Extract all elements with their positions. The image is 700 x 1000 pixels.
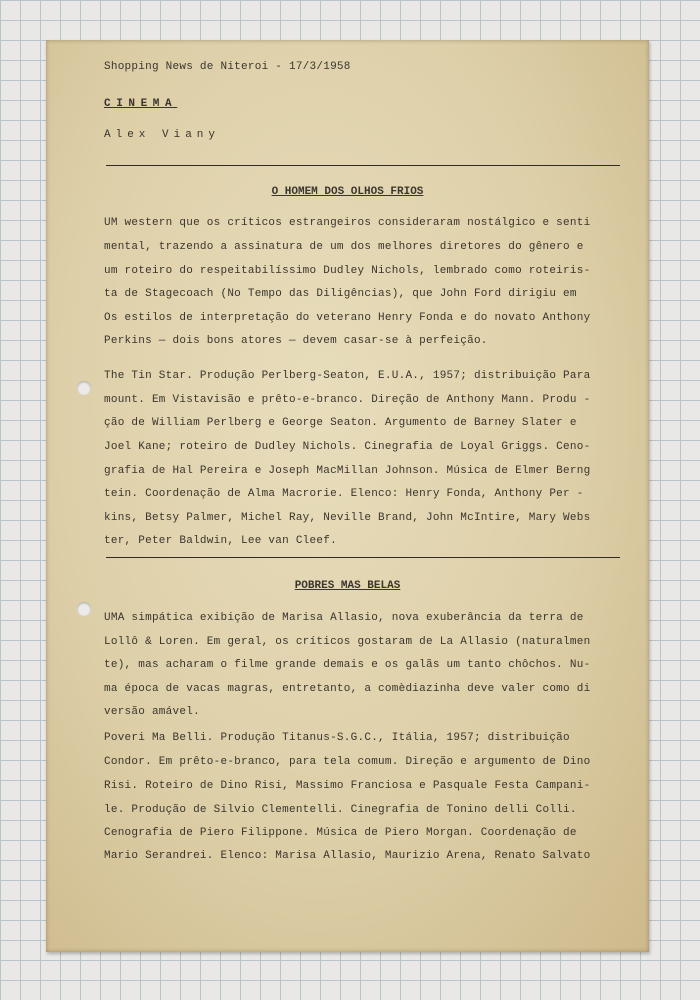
credits-line: grafia de Hal Pereira e Joseph MacMillan Johnson. Música de Elmer Berng xyxy=(104,465,591,477)
body-line: um roteiro do respeitabilíssimo Dudley Nichols, lembrado como roteiris- xyxy=(104,265,591,277)
body-line: mental, trazendo a assinatura de um dos melhores diretores do gênero e xyxy=(104,241,584,253)
credits-line: ção de William Perlberg e George Seaton. Argumento de Barney Slater e xyxy=(104,417,577,429)
body-line: Perkins — dois bons atores — devem casar-se à perfeição. xyxy=(104,335,488,347)
body-line: UMA simpática exibição de Marisa Allasio, nova exuberância da terra de xyxy=(104,612,584,624)
credits-line: Risi. Roteiro de Dino Risi, Massimo Franciosa e Pasquale Festa Campani- xyxy=(104,780,591,792)
publication-line: Shopping News de Niteroi - 17/3/1958 xyxy=(104,61,351,73)
punch-hole xyxy=(77,381,91,395)
body-line: Lollô & Loren. Em geral, os críticos gostaram de La Allasio (naturalmen xyxy=(104,636,591,648)
credits-line: Cenografia de Piero Filippone. Música de Piero Morgan. Coordenação de xyxy=(104,827,577,839)
credits-line: Condor. Em prêto-e-branco, para tela comum. Direção e argumento de Dino xyxy=(104,756,591,768)
body-line: UM western que os críticos estrangeiros consideraram nostálgico e senti xyxy=(104,217,591,229)
credits-line: mount. Em Vistavisão e prêto-e-branco. Direção de Anthony Mann. Produ - xyxy=(104,394,591,406)
body-line: ta de Stagecoach (No Tempo das Diligências), que John Ford dirigiu em xyxy=(104,288,577,300)
body-line: te), mas acharam o filme grande demais e os galãs um tanto chôchos. Nu- xyxy=(104,659,591,671)
credits-line: The Tin Star. Produção Perlberg-Seaton, E.U.A., 1957; distribuição Para xyxy=(104,370,591,382)
credits-line: ter, Peter Baldwin, Lee van Cleef. xyxy=(104,535,337,547)
divider xyxy=(106,165,620,166)
credits-line: le. Produção de Silvio Clementelli. Cinegrafia de Tonino delli Colli. xyxy=(104,804,577,816)
punch-hole xyxy=(77,602,91,616)
author-name: Alex Viany xyxy=(104,129,221,141)
divider xyxy=(106,557,620,558)
body-line: versão amável. xyxy=(104,706,200,718)
credits-line: tein. Coordenação de Alma Macrorie. Elenco: Henry Fonda, Anthony Per - xyxy=(104,488,584,500)
review-title: O HOMEM DOS OLHOS FRIOS xyxy=(271,186,424,198)
credits-line: Mario Serandrei. Elenco: Marisa Allasio, Maurizio Arena, Renato Salvato xyxy=(104,850,591,862)
body-line: Os estilos de interpretação do veterano Henry Fonda e do novato Anthony xyxy=(104,312,591,324)
section-title: CINEMA xyxy=(104,98,178,110)
credits-line: kins, Betsy Palmer, Michel Ray, Neville Brand, John McIntire, Mary Webs xyxy=(104,512,591,524)
review-title: POBRES MAS BELAS xyxy=(294,580,401,592)
credits-line: Poveri Ma Belli. Produção Titanus-S.G.C., Itália, 1957; distribuição xyxy=(104,732,570,744)
body-line: ma época de vacas magras, entretanto, a comèdiazinha deve valer como di xyxy=(104,683,591,695)
credits-line: Joel Kane; roteiro de Dudley Nichols. Cinegrafia de Loyal Griggs. Ceno- xyxy=(104,441,591,453)
typewritten-page xyxy=(46,40,649,952)
